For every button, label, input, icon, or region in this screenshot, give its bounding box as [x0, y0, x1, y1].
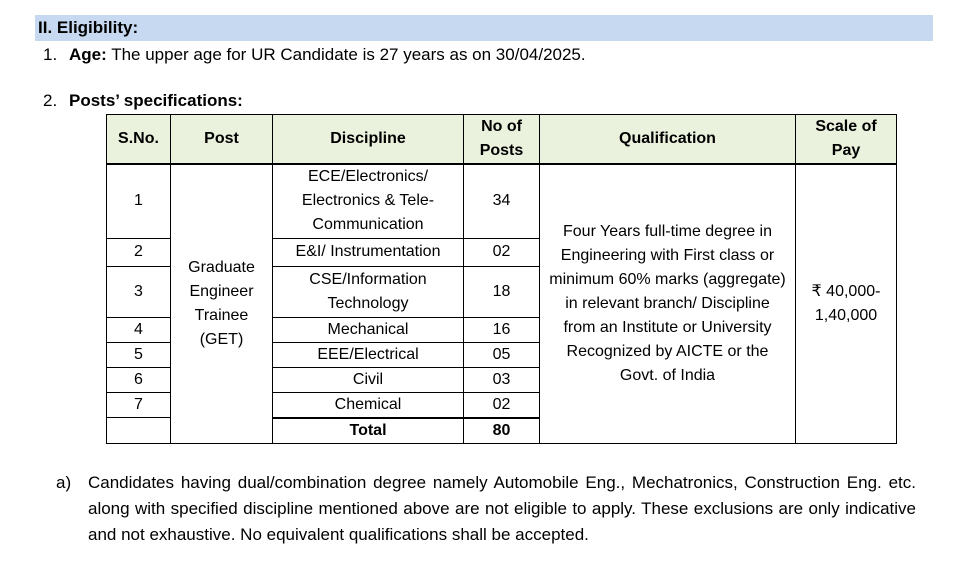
item-label: Age: — [69, 45, 107, 64]
cell-discipline: EEE/Electrical — [273, 342, 464, 367]
note-label: a) — [56, 473, 72, 492]
section-heading: II. Eligibility: — [35, 15, 933, 41]
header-post: Post — [171, 115, 273, 165]
cell-posts: 03 — [464, 367, 540, 392]
note-text: Candidates having dual/combination degree namely Automobile Eng., Mechatronics, Construction Eng. etc. along with specified discipline mentioned above are not eligible to apply. These exclusions are only indicative and not exhaustive. No equivalent qualifications shall be accepted. — [88, 473, 916, 544]
item-number: 2. — [43, 91, 58, 110]
cell-sno: 1 — [107, 164, 171, 238]
cell-sno: 4 — [107, 317, 171, 342]
cell-empty — [107, 418, 171, 444]
cell-posts: 18 — [464, 266, 540, 317]
cell-sno: 5 — [107, 342, 171, 367]
cell-posts: 05 — [464, 342, 540, 367]
table-row — [107, 164, 897, 238]
header-posts: No of Posts — [464, 115, 540, 165]
cell-discipline: ECE/Electronics/ Electronics & Tele-Communication — [273, 164, 464, 238]
cell-posts: 34 — [464, 164, 540, 238]
cell-discipline: Mechanical — [273, 317, 464, 342]
cell-posts: 16 — [464, 317, 540, 342]
item-number: 1. — [43, 45, 58, 64]
cell-discipline: E&I/ Instrumentation — [273, 238, 464, 266]
item-label: Posts’ specifications: — [69, 91, 243, 110]
age-item — [35, 45, 586, 65]
cell-discipline: Civil — [273, 367, 464, 392]
total-value: 80 — [464, 418, 540, 444]
header-sno: S.No. — [107, 115, 171, 165]
cell-sno: 7 — [107, 392, 171, 418]
cell-sno: 2 — [107, 238, 171, 266]
cell-qualification: Four Years full-time degree in Engineering with First class or minimum 60% marks (aggregate) in relevant branch/ Discipline from an Institute or University Recognized by AICTE or the Govt. of India — [540, 164, 796, 444]
cell-sno: 3 — [107, 266, 171, 317]
note-a — [56, 470, 916, 548]
header-pay: Scale of Pay — [796, 115, 897, 165]
cell-discipline: CSE/Information Technology — [273, 266, 464, 317]
posts-item — [35, 91, 243, 111]
cell-discipline: Chemical — [273, 392, 464, 418]
header-qualification: Qualification — [540, 115, 796, 165]
header-discipline: Discipline — [273, 115, 464, 165]
cell-pay: ₹ 40,000-1,40,000 — [796, 164, 897, 444]
cell-posts: 02 — [464, 238, 540, 266]
cell-sno: 6 — [107, 367, 171, 392]
cell-posts: 02 — [464, 392, 540, 418]
posts-table — [106, 114, 897, 444]
item-text: The upper age for UR Candidate is 27 years as on 30/04/2025. — [106, 45, 586, 64]
cell-post: Graduate Engineer Trainee (GET) — [171, 164, 273, 444]
total-label: Total — [273, 418, 464, 444]
